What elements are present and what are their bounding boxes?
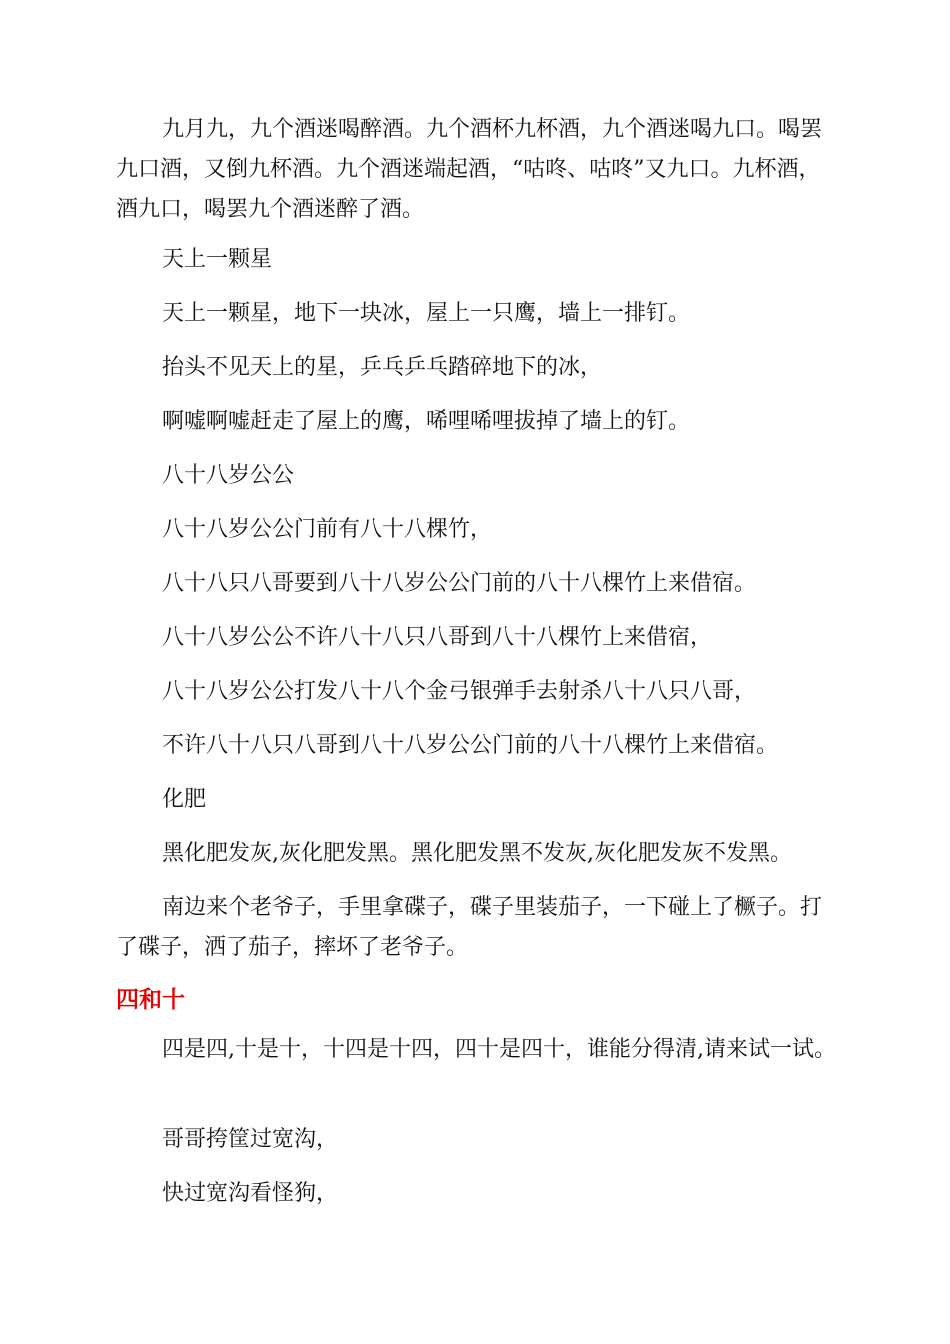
paragraph-title-bashiba: 八十八岁公公: [162, 463, 295, 488]
paragraph-tianshang-1: 天上一颗星，地下一块冰，屋上一只鹰，墙上一排钉。: [162, 301, 691, 326]
paragraph-jiuyuejiu: 九月九，九个酒迷喝醉酒。九个酒杯九杯酒，九个酒迷喝九口。喝罢九口酒，又倒九杯酒。九个酒迷端起酒，“咕咚、咕咚”又九口。九杯酒，酒九口，喝罢九个酒迷醉了酒。: [116, 117, 823, 222]
paragraph-bashiba-1: 八十八岁公公门前有八十八棵竹，: [162, 517, 493, 542]
paragraph-laoyezi: 南边来个老爷子，手里拿碟子，碟子里装茄子，一下碰上了橛子。打了碟子，洒了茄子，摔坏了老爷子。: [116, 895, 823, 960]
paragraph-tianshang-2: 抬头不见天上的星，乒乓乒乓踏碎地下的冰，: [162, 355, 603, 380]
paragraph-bashiba-2: 八十八只八哥要到八十八岁公公门前的八十八棵竹上来借宿。: [162, 571, 757, 596]
paragraph-title-huafei: 化肥: [162, 787, 207, 812]
paragraph-huafei: 黑化肥发灰,灰化肥发黑。黑化肥发黑不发灰,灰化肥发灰不发黑。: [162, 841, 792, 866]
paragraph-sishi: 四是四,十是十，十四是十四，四十是四十，谁能分得清,请来试一试。: [162, 1037, 836, 1062]
section-heading-sihe-shi: 四和十: [116, 987, 185, 1013]
paragraph-gege-2: 快过宽沟看怪狗，: [162, 1181, 339, 1206]
paragraph-bashiba-5: 不许八十八只八哥到八十八岁公公门前的八十八棵竹上来借宿。: [162, 733, 779, 758]
paragraph-title-tianshang: 天上一颗星: [162, 247, 273, 272]
paragraph-bashiba-4: 八十八岁公公打发八十八个金弓银弹手去射杀八十八只八哥，: [162, 679, 757, 704]
paragraph-bashiba-3: 八十八岁公公不许八十八只八哥到八十八棵竹上来借宿，: [162, 625, 713, 650]
paragraph-gege-1: 哥哥挎筐过宽沟，: [162, 1127, 339, 1152]
paragraph-tianshang-3: 啊嘘啊嘘赶走了屋上的鹰，唏哩唏哩拔掉了墙上的钉。: [162, 409, 691, 434]
